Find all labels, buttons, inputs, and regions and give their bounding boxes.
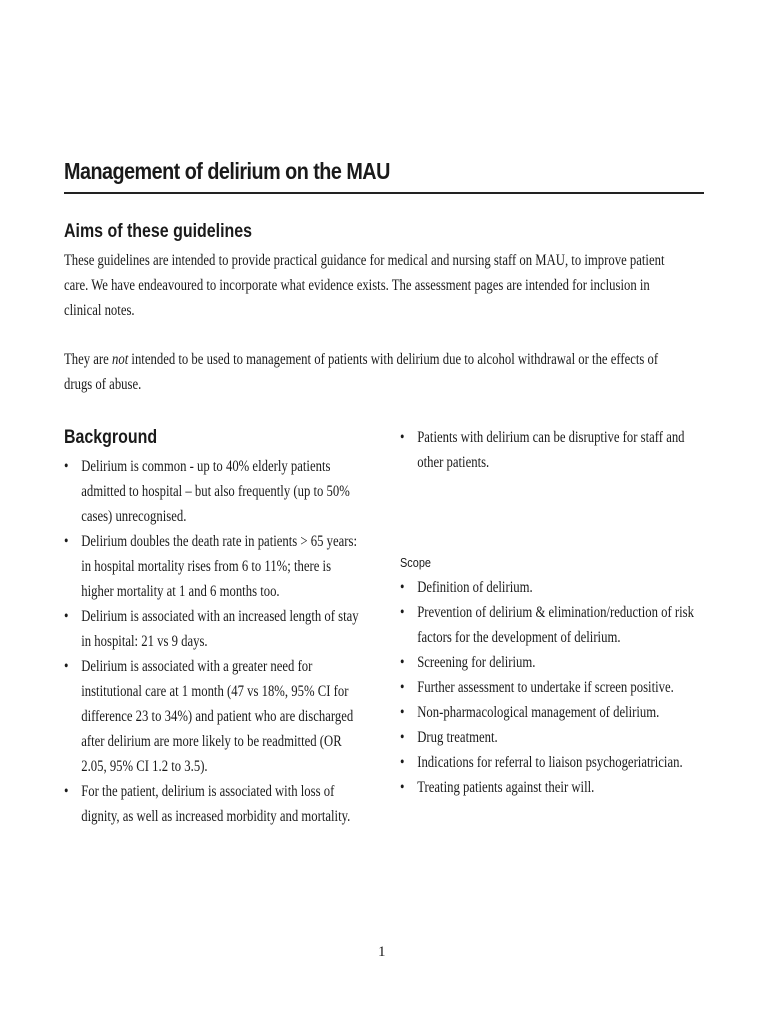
list-item-text: Indications for referral to liaison psychogeriatrician. (417, 754, 683, 771)
list-item (400, 700, 705, 725)
bullet-icon: • (64, 658, 69, 675)
list-item-text: Delirium is common - up to 40% elderly patients admitted to hospital – but also frequently (up to 50% cases) unrecognised. (81, 458, 350, 525)
aims-text-2 (64, 347, 687, 397)
aims-text-2-end: intended to be used to management of patients with delirium due to alcohol withdrawal or the effects of drugs of abuse. (64, 351, 659, 393)
title-divider (64, 192, 704, 194)
bullet-icon: • (400, 779, 405, 796)
list-item (400, 575, 705, 600)
list-item-text: Delirium is associated with an increased length of stay in hospital: 21 vs 9 days. (81, 608, 359, 650)
bullet-icon: • (64, 783, 69, 800)
list-item-text: Patients with delirium can be disruptive for staff and other patients. (417, 429, 685, 471)
list-item (400, 650, 705, 675)
aims-paragraph-1 (64, 248, 687, 323)
background-heading: Background (64, 427, 158, 448)
aims-heading: Aims of these guidelines (64, 221, 253, 242)
list-item (64, 454, 363, 529)
background-list (64, 454, 363, 829)
list-item-text: Further assessment to undertake if screen positive. (417, 679, 674, 696)
bullet-icon: • (400, 654, 405, 671)
aims-text-1: These guidelines are intended to provide practical guidance for medical and nursing staff on MAU, to improve patient care. We have endeavoured to incorporate what evidence exists. The assessment pages are intended for inclusion in clinical notes. (64, 252, 665, 319)
bullet-icon: • (400, 704, 405, 721)
list-item (400, 425, 705, 475)
list-item (64, 779, 363, 829)
scope-label: Scope (400, 555, 431, 570)
list-item-text: Non-pharmacological management of delirium. (417, 704, 660, 721)
bullet-icon: • (400, 579, 405, 596)
page-title: Management of delirium on the MAU (64, 158, 390, 184)
list-item (64, 529, 363, 604)
bullet-icon: • (400, 679, 405, 696)
aims-text-2-emphasis: not (111, 351, 129, 368)
list-item-text: For the patient, delirium is associated with loss of dignity, as well as increased morbidity and mortality. (81, 783, 351, 825)
list-item (400, 750, 705, 775)
background-list-continued (400, 425, 705, 475)
list-item-text: Screening for delirium. (417, 654, 536, 671)
list-item (64, 654, 363, 779)
list-item (400, 600, 705, 650)
bullet-icon: • (64, 458, 69, 475)
list-item-text: Delirium is associated with a greater need for institutional care at 1 month (47 vs 18%, 95% CI for difference 23 to 34%) and patient who are discharged after delirium are more likely to be readmitted (OR 2.05, 95% CI 1.2 to 3.5). (81, 658, 354, 775)
list-item (400, 775, 705, 800)
list-item (400, 675, 705, 700)
list-item (64, 604, 363, 654)
list-item (400, 725, 705, 750)
bullet-icon: • (400, 604, 405, 621)
list-item-text: Delirium doubles the death rate in patients > 65 years: in hospital mortality rises from 6 to 11%; there is higher mortality at 1 and 6 months too. (81, 533, 357, 600)
aims-text-2-start: They are (64, 351, 112, 368)
list-item-text: Definition of delirium. (417, 579, 533, 596)
page-number: 1 (378, 944, 386, 960)
bullet-icon: • (400, 754, 405, 771)
bullet-icon: • (64, 608, 69, 625)
list-item-text: Drug treatment. (417, 729, 498, 746)
bullet-icon: • (400, 729, 405, 746)
list-item-text: Treating patients against their will. (417, 779, 595, 796)
aims-paragraph-2 (64, 347, 687, 397)
bullet-icon: • (400, 429, 405, 446)
list-item-text: Prevention of delirium & elimination/reduction of risk factors for the development of delirium. (417, 604, 694, 646)
bullet-icon: • (64, 533, 69, 550)
scope-list (400, 575, 705, 800)
